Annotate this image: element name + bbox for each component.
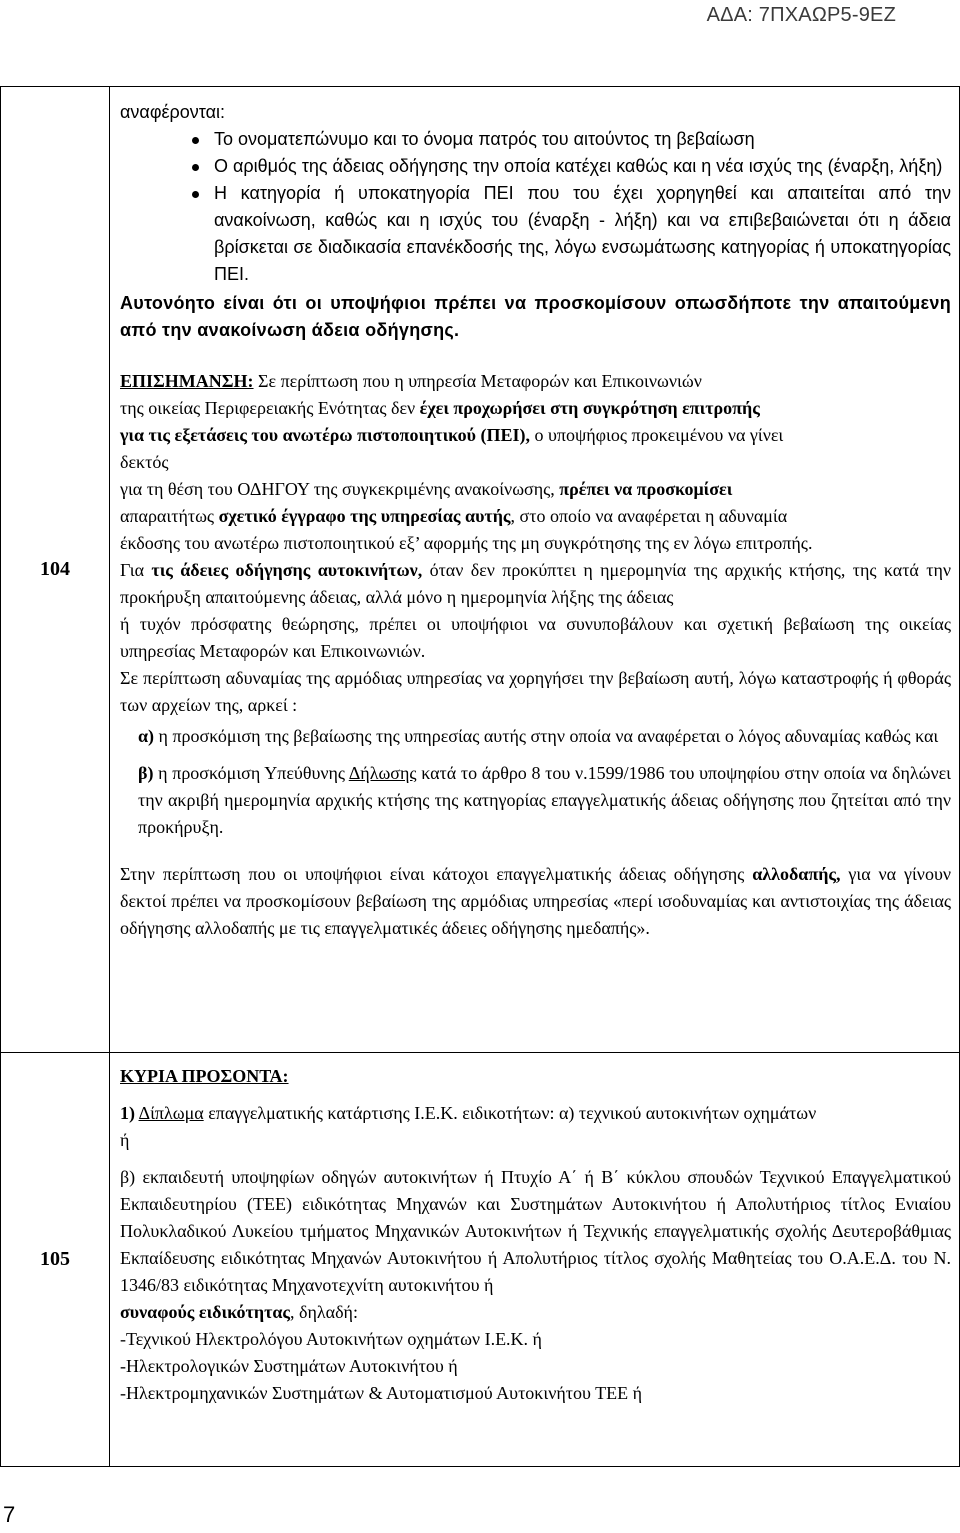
bold-note: Αυτονόητο είναι ότι οι υποψήφιοι πρέπει να προσκομίσουν οπωσδήποτε την απαιτούμενη από την ανακοίνωση άδεια οδήγησης. xyxy=(120,293,951,340)
intro-text: αναφέρονται: xyxy=(120,102,226,122)
notice-line: για τη θέση του ΟΔΗΓΟΥ της συγκεκριμένης ανακοίνωσης, πρέπει να προσκομίσει xyxy=(120,479,733,499)
notice-line: απαραιτήτως σχετικό έγγραφο της υπηρεσίας αυτής, στο οποίο να αναφέρεται η αδυναμία xyxy=(120,506,788,526)
list-item: -Τεχνικού Ηλεκτρολόγου Αυτοκινήτων οχημάτων Ι.Ε.Κ. ή xyxy=(120,1329,542,1349)
document-table xyxy=(0,86,960,1467)
licenses-paragraph-2: ή τυχόν πρόσφατης θεώρησης, πρέπει οι υποψήφιοι να συνυποβάλουν και σχετική βεβαίωση της οικείας υπηρεσίας Μεταφορών και Επικοινωνιών. xyxy=(120,614,951,661)
bullet-list xyxy=(120,126,951,288)
table-row xyxy=(1,1053,960,1467)
notice-line: της οικείας Περιφερειακής Ενότητας δεν έχει προχωρήσει στη συγκρότηση επιτροπής xyxy=(120,398,760,418)
list-item: Ο αριθμός της άδειας οδήγησης την οποία κατέχει καθώς και η νέα ισχύς της (έναρξη, λήξη) xyxy=(120,153,951,180)
notice-line: για τις εξετάσεις του ανωτέρω πιστοποιητικού (ΠΕΙ), ο υποψήφιος προκειμένου να γίνει xyxy=(120,425,784,445)
ada-code: ΑΔΑ: 7ΠΧΑΩΡ5-9ΕΖ xyxy=(706,4,896,26)
licenses-paragraph: Για τις άδειες οδήγησης αυτοκινήτων, όταν δεν προκύπτει η ημερομηνία της αρχικής κτήσης, της κατά την προκήρυξη απαιτούμενης άδειας, αλλά μόνο η ημερομηνία λήξης της άδειας xyxy=(120,560,951,607)
or-text: ή xyxy=(120,1130,130,1150)
bullet-icon xyxy=(192,191,199,198)
notice-section xyxy=(120,368,951,942)
list-item: Η κατηγορία ή υποκατηγορία ΠΕΙ που του έχει χορηγηθεί και απαιτείται από την ανακοίνωση, καθώς και η ισχύς του (έναρξη - λήξη) και να επιβεβαιώνεται ότι η άδεια βρίσκεται σε διαδικασία επανέκδοσής της, λόγω ενσωμάτωσης κατηγορίας ή υποκατηγορίας ΠΕΙ. xyxy=(120,180,951,288)
qualification-1: 1) Δίπλωμα επαγγελματικής κατάρτισης Ι.Ε.Κ. ειδικοτήτων: α) τεχνικού αυτοκινήτων οχημάτων xyxy=(120,1103,817,1123)
bullet-section xyxy=(120,99,951,344)
notice-line: ΕΠΙΣΗΜΑΝΣΗ: Σε περίπτωση που η υπηρεσία Μεταφορών και Επικοινωνιών xyxy=(120,371,702,391)
related-specialty: συναφούς ειδικότητας, δηλαδή: xyxy=(120,1302,358,1322)
page-number: 7 xyxy=(3,1502,16,1527)
option-b: β) η προσκόμιση Υπεύθυνης Δήλωσης κατά το άρθρο 8 του ν.1599/1986 του υποψηφίου στην οποία να δηλώνει την ακριβή ημερομηνία αρχικής κτήσης της κατηγορίας επαγγελματικής άδειας οδήγησης που ζητείται από την προκήρυξη. xyxy=(138,763,951,837)
notice-line: έκδοσης του ανωτέρω πιστοποιητικού εξ’ αφορμής της μη συγκρότησης της εν λόγω επιτροπής. xyxy=(120,533,813,553)
row-content xyxy=(110,87,960,1053)
notice-line: δεκτός xyxy=(120,452,169,472)
row-number: 105 xyxy=(1,1053,110,1467)
notice-label: ΕΠΙΣΗΜΑΝΣΗ: xyxy=(120,371,254,391)
row-content xyxy=(110,1053,960,1467)
bullet-icon xyxy=(192,164,199,171)
section-heading: ΚΥΡΙΑ ΠΡΟΣΟΝΤΑ: xyxy=(120,1066,289,1086)
qualification-2: β) εκπαιδευτή υποψηφίων οδηγών αυτοκινήτων ή Πτυχίο Α΄ ή Β΄ κύκλου σπουδών Τεχνικού Επαγγελματικού Εκπαιδευτηρίου (ΤΕΕ) ειδικότητας Μηχανών και Συστημάτων Αυτοκινήτου ή Απολυτήριος τίτλος Ενιαίου Πολυκλαδικού Λυκείου τμήματος Μηχανικών Αυτοκινήτων ή Τεχνικής επαγγελματικής σχολής Δευτεροβάθμιας Εκπαίδευσης ειδικότητας Μηχανών Αυτοκινήτου ή Απολυτήριος τίτλος σχολής Μαθητείας του Ο.Α.Ε.Δ. του Ν. 1346/83 ειδικότητας Μηχανοτεχνίτη αυτοκινήτου ή xyxy=(120,1167,951,1295)
row-number: 104 xyxy=(1,87,110,1053)
option-a: α) η προσκόμιση της βεβαίωσης της υπηρεσίας αυτής στην οποία να αναφέρεται ο λόγος αδυναμίας καθώς και xyxy=(138,726,939,746)
bullet-icon xyxy=(192,137,199,144)
list-item: -Ηλεκτρολογικών Συστημάτων Αυτοκινήτου ή xyxy=(120,1356,458,1376)
inability-paragraph: Σε περίπτωση αδυναμίας της αρμόδιας υπηρεσίας να χορηγήσει την βεβαίωση αυτή, λόγω καταστροφής ή φθοράς των αρχείων της, αρκεί : xyxy=(120,668,951,715)
list-item: Το ονοματεπώνυμο και το όνομα πατρός του αιτούντος τη βεβαίωση xyxy=(120,126,951,153)
foreign-license-paragraph: Στην περίπτωση που οι υποψήφιοι είναι κάτοχοι επαγγελματικής άδειας οδήγησης αλλοδαπής, για να γίνουν δεκτοί πρέπει να προσκομίσουν βεβαίωση της αρμόδιας υπηρεσίας «περί ισοδυναμίας και αντιστοιχίας της άδειας οδήγησης αλλοδαπής με τις επαγγελματικές άδειες οδήγησης ημεδαπής». xyxy=(120,864,951,938)
list-item: -Ηλεκτρομηχανικών Συστημάτων & Αυτοματισμού Αυτοκινήτου ΤΕΕ ή xyxy=(120,1383,642,1403)
table-row xyxy=(1,87,960,1053)
